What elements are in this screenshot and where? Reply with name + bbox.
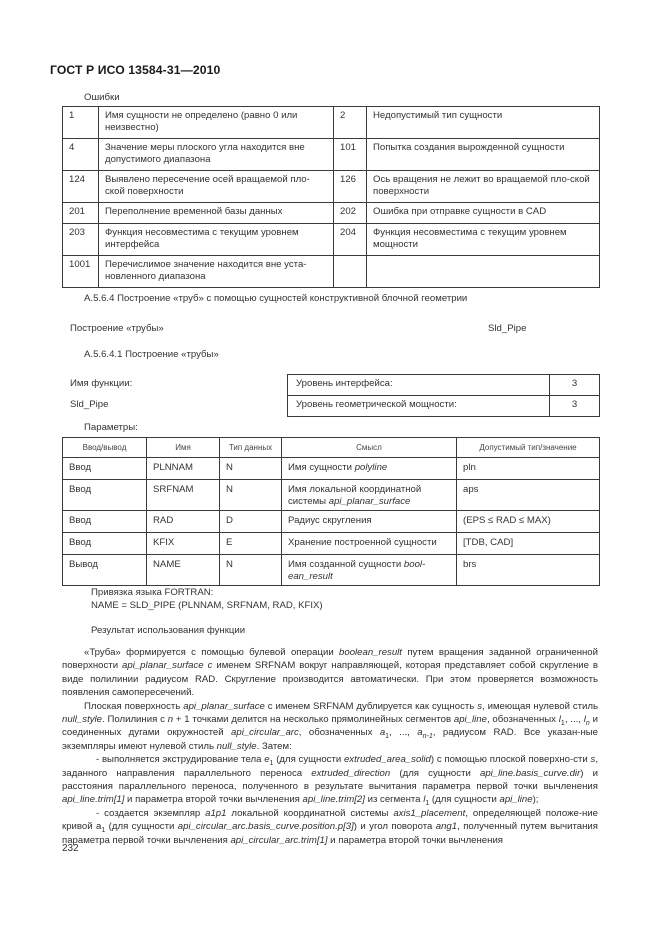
- error-code: 126: [334, 171, 367, 203]
- column-header: Тип данных: [220, 438, 282, 458]
- error-code: [334, 256, 367, 288]
- error-code: 1001: [63, 256, 99, 288]
- meaning-text: Имя локальной координатной системы: [288, 484, 422, 507]
- params-table: [62, 437, 600, 586]
- param-name: KFIX: [147, 533, 220, 555]
- error-message: [367, 256, 600, 288]
- paragraph: Плоская поверхность api_planar_surface с именем SRFNAM дублируется как сущность s, имеющая нулевой стиль null_style. Полилиния с n + 1 точками делится на несколько прямолинейных сегментов api_line, обозначенных $l_1$, ..., $l_n$ и соединенных дугами окружностей api_circular_arc, обозначенных $a_1$, ..., $a_{n-1}$, радиусом RAD. Все указан-ные экземпляры имеют нулевой стиль null_style. Затем:: [62, 700, 599, 752]
- error-code: 202: [334, 203, 367, 224]
- binding-label: Привязка языка FORTRAN:: [91, 587, 214, 598]
- error-code: 2: [334, 107, 367, 139]
- column-header: Ввод/вывод: [63, 438, 147, 458]
- error-code: 124: [63, 171, 99, 203]
- param-io: Ввод: [63, 533, 147, 555]
- table-row: [63, 171, 600, 203]
- error-message: Функция несовместима с текущим уровнем мощности: [367, 224, 600, 256]
- table-row: [63, 555, 600, 586]
- error-code: 101: [334, 139, 367, 171]
- table-header-row: [63, 438, 600, 458]
- level-value: 3: [550, 375, 600, 396]
- param-type: N: [220, 555, 282, 586]
- param-meaning: [282, 458, 457, 480]
- param-allowed: aps: [457, 480, 600, 511]
- meaning-entity: bool-ean_result: [288, 559, 426, 582]
- errors-table: [62, 106, 600, 288]
- meaning-text: Радиус скругления: [288, 515, 372, 526]
- error-code: 204: [334, 224, 367, 256]
- meaning-entity: api_planar_surface: [328, 495, 411, 507]
- error-code: 4: [63, 139, 99, 171]
- error-message: Значение меры плоского угла находится вне допустимого диапазона: [99, 139, 334, 171]
- error-message: Перечислимое значение находится вне уста-новленного диапазона: [99, 256, 334, 288]
- param-io: Вывод: [63, 555, 147, 586]
- table-row: [288, 396, 600, 417]
- param-name: NAME: [147, 555, 220, 586]
- param-type: E: [220, 533, 282, 555]
- param-name: RAD: [147, 511, 220, 533]
- error-message: Переполнение временной базы данных: [99, 203, 334, 224]
- document-title: ГОСТ Р ИСО 13584-31—2010: [50, 63, 221, 77]
- page-number: 232: [62, 843, 79, 854]
- table-row: [288, 375, 600, 396]
- result-heading: Результат использования функции: [91, 625, 246, 636]
- param-type: N: [220, 458, 282, 480]
- meaning-text: Имя созданной сущности: [288, 559, 404, 570]
- param-name: PLNNAM: [147, 458, 220, 480]
- binding-signature: NAME = SLD_PIPE (PLNNAM, SRFNAM, RAD, KFIX): [91, 600, 323, 611]
- table-row: [63, 480, 600, 511]
- entry-function-name: Sld_Pipe: [488, 323, 527, 334]
- table-row: [63, 533, 600, 555]
- param-meaning: [282, 511, 457, 533]
- error-code: 201: [63, 203, 99, 224]
- error-message: Ошибка при отправке сущности в CAD: [367, 203, 600, 224]
- error-code: 1: [63, 107, 99, 139]
- table-row: [63, 458, 600, 480]
- param-meaning: [282, 555, 457, 586]
- column-header: Имя: [147, 438, 220, 458]
- error-message: Ось вращения не лежит во вращаемой пло-ской поверхности: [367, 171, 600, 203]
- error-message: Недопустимый тип сущности: [367, 107, 600, 139]
- function-name-label: Имя функции:: [70, 378, 133, 389]
- paragraph: «Труба» формируется с помощью булевой операции boolean_result путем вращения заданной ограниченной поверхности api_planar_surface с именем SRFNAM вокруг направляющей, которая представляет собой скругление в виде полилинии радиусом RAD. Скругление производится автоматически. При этом проверяется возможность появления самопересечений.: [62, 647, 598, 699]
- level-value: 3: [550, 396, 600, 417]
- levels-table: [287, 374, 600, 417]
- table-row: [63, 511, 600, 533]
- column-header: Допустимый тип/значение: [457, 438, 600, 458]
- list-item: - создается экземпляр a1p1 локальной координатной системы axis1_placement, определяющей положе-ние кривой $a_1$ (для сущности api_circular_arc.basis_curve.position.p[3]) и угол поворота ang1, полученный путем вычитания параметра первой точки вычленения api_circular_arc.trim[1] и параметра второй точки вычленения: [62, 807, 599, 846]
- table-row: [63, 256, 600, 288]
- error-message: Функция несовместима с текущим уровнем интерфейса: [99, 224, 334, 256]
- param-meaning: [282, 533, 457, 555]
- table-row: [63, 107, 600, 139]
- meaning-text: Хранение построенной сущности: [288, 537, 437, 548]
- error-message: Имя сущности не определено (равно 0 или неизвестно): [99, 107, 334, 139]
- error-message: Попытка создания вырожденной сущности: [367, 139, 600, 171]
- param-allowed: (EPS ≤ RAD ≤ MAX): [457, 511, 600, 533]
- param-io: Ввод: [63, 511, 147, 533]
- param-meaning: [282, 480, 457, 511]
- subsection-heading: А.5.6.4.1 Построение «трубы»: [84, 349, 219, 360]
- error-message: Выявлено пересечение осей вращаемой пло-ской поверхности: [99, 171, 334, 203]
- section-heading: А.5.6.4 Построение «труб» с помощью сущностей конструктивной блочной геометрии: [84, 293, 468, 304]
- entry-title: Построение «трубы»: [70, 323, 164, 334]
- meaning-text: Имя сущности: [288, 462, 355, 473]
- level-label: Уровень геометрической мощности:: [288, 396, 550, 417]
- param-io: Ввод: [63, 480, 147, 511]
- param-io: Ввод: [63, 458, 147, 480]
- param-type: N: [220, 480, 282, 511]
- error-code: 203: [63, 224, 99, 256]
- description-text: [62, 646, 598, 847]
- errors-caption: Ошибки: [84, 92, 120, 103]
- column-header: Смысл: [282, 438, 457, 458]
- param-allowed: [TDB, CAD]: [457, 533, 600, 555]
- meaning-entity: polyline: [354, 462, 388, 473]
- param-name: SRFNAM: [147, 480, 220, 511]
- level-label: Уровень интерфейса:: [288, 375, 550, 396]
- param-allowed: pln: [457, 458, 600, 480]
- list-item: - выполняется экструдирование тела $e_1$ (для сущности extruded_area_solid) с помощью плоской поверхно-сти s, заданного направления параллельного переноса extruded_direction (для сущности api_line.basis_curve.dir) и расстояния параллельного переноса, полученного в результате вычитания параметра первой точки вычленения api_line.trim[1] и параметра второй точки вычленения api_line.trim[2] из сегмента $l_1$ (для сущности api_line);: [62, 754, 598, 808]
- table-row: [63, 139, 600, 171]
- params-caption: Параметры:: [84, 422, 138, 433]
- table-row: [63, 203, 600, 224]
- function-name-value: Sld_Pipe: [70, 399, 109, 410]
- param-type: D: [220, 511, 282, 533]
- table-row: [63, 224, 600, 256]
- param-allowed: brs: [457, 555, 600, 586]
